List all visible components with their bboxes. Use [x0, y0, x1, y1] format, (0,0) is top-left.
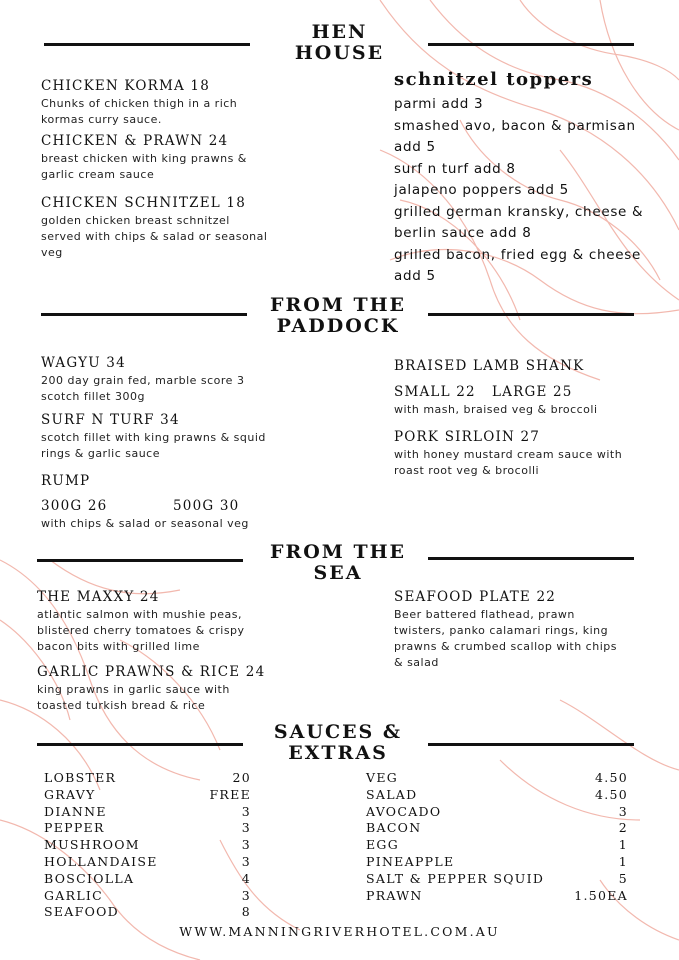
section-rule-right: [428, 743, 634, 746]
menu-item-pork-sirloin: [394, 429, 674, 479]
list-item: [44, 804, 251, 821]
topper-item: smashed avo, bacon & parmisan add 5: [394, 117, 636, 155]
lamb-size-small: SMALL 22: [394, 384, 476, 400]
item-name: SEAFOOD PLATE 22: [394, 589, 557, 605]
item-name: RUMP: [41, 473, 91, 489]
sauce-price: 4.50: [594, 770, 628, 785]
website-footer[interactable]: WWW.MANNINGRIVERHOTEL.COM.AU: [179, 924, 500, 939]
sauce-price: 3: [241, 803, 251, 819]
rump-desc: with chips & salad or seasonal veg: [41, 517, 249, 530]
sauce-label: GRAVY: [44, 786, 96, 802]
item-desc: atlantic salmon with mushie peas, blistered cherry tomatoes & crispy bacon bits with grilled lime: [37, 608, 245, 653]
list-item: [44, 770, 251, 787]
sauce-label: LOBSTER: [44, 770, 117, 785]
sauce-label: BOSCIOLLA: [44, 870, 135, 886]
item-name: WAGYU 34: [41, 355, 126, 371]
sauce-label: SALAD: [366, 786, 418, 802]
list-item: [366, 820, 628, 837]
item-name: CHICKEN KORMA 18: [41, 78, 211, 94]
list-item: [44, 820, 251, 837]
section-rule-left: [41, 313, 247, 316]
sauce-price: 2: [618, 820, 628, 836]
menu-item-surf-n-turf: [41, 412, 321, 462]
item-desc: breast chicken with king prawns & garlic cream sauce: [41, 152, 247, 181]
sauce-label: PEPPER: [44, 820, 105, 836]
rump-size-500g: 500G 30: [173, 498, 240, 514]
item-desc: with honey mustard cream sauce with roast root veg & brocolli: [394, 448, 623, 477]
sauce-label: SALT & PEPPER SQUID: [366, 870, 545, 886]
menu-item-seafood-plate: [394, 589, 674, 671]
menu-item-garlic-prawns: [37, 664, 317, 714]
menu-item-rump: [41, 473, 301, 490]
sauce-label: AVOCADO: [366, 803, 442, 819]
list-item: [44, 904, 251, 921]
item-name: PORK SIRLOIN 27: [394, 429, 541, 445]
sauce-label: HOLLANDAISE: [44, 853, 158, 869]
sauce-label: PINEAPPLE: [366, 853, 455, 869]
item-name: CHICKEN & PRAWN 24: [41, 133, 229, 149]
sauce-label: BACON: [366, 820, 422, 836]
sauces-left-list: [44, 770, 251, 921]
toppers-list: [394, 94, 674, 288]
item-name: GARLIC PRAWNS & RICE 24: [37, 664, 266, 680]
sauce-price: 4.50: [594, 786, 628, 802]
toppers-title: schnitzel toppers: [394, 69, 594, 90]
section-rule-left: [37, 559, 243, 562]
sauce-price: 3: [241, 853, 251, 869]
item-desc: Beer battered flathead, prawn twisters, panko calamari rings, king prawns & crumbed scallop with chips & salad: [394, 608, 617, 669]
menu-item-wagyu: [41, 355, 301, 405]
list-item: [366, 770, 628, 787]
sauce-price: 3: [618, 803, 628, 819]
sauce-price: 5: [618, 870, 628, 886]
section-rule-right: [428, 43, 634, 46]
lamb-desc: with mash, braised veg & broccoli: [394, 403, 598, 416]
item-name: SURF N TURF 34: [41, 412, 180, 428]
item-name: CHICKEN SCHNITZEL 18: [41, 195, 246, 211]
section-rule-right: [428, 557, 634, 560]
section-title-paddock: FROM THE PADDOCK: [269, 294, 407, 337]
item-name: BRAISED LAMB SHANK: [394, 358, 585, 374]
item-desc: golden chicken breast schnitzel served with chips & salad or seasonal veg: [41, 214, 268, 259]
sauce-price: 3: [241, 887, 251, 903]
topper-item: jalapeno poppers add 5: [394, 182, 569, 198]
item-desc: 200 day grain fed, marble score 3 scotch fillet 300g: [41, 374, 245, 403]
sauce-price: 20: [232, 770, 251, 785]
list-item: [366, 837, 628, 854]
section-rule-right: [428, 313, 634, 316]
sauce-label: MUSHROOM: [44, 837, 140, 853]
list-item: [366, 854, 628, 871]
item-desc: scotch fillet with king prawns & squid rings & garlic sauce: [41, 431, 266, 460]
sauce-label: DIANNE: [44, 803, 107, 819]
list-item: [44, 787, 251, 804]
item-name: THE MAXXY 24: [37, 589, 160, 605]
section-rule-left: [44, 43, 250, 46]
menu-item-lamb-shank: [394, 358, 674, 375]
section-title-sea: FROM THE SEA: [269, 541, 407, 584]
item-desc: Chunks of chicken thigh in a rich kormas curry sauce.: [41, 97, 238, 126]
section-title-hen-house: HEN HOUSE: [294, 21, 385, 64]
list-item: [366, 804, 628, 821]
list-item: [44, 854, 251, 871]
list-item: [44, 837, 251, 854]
sauce-price: 1.50EA: [574, 887, 628, 903]
section-rule-left: [37, 743, 243, 746]
topper-item: surf n turf add 8: [394, 160, 516, 177]
sauce-label: SEAFOOD: [44, 904, 120, 920]
topper-item: grilled bacon, fried egg & cheese add 5: [394, 246, 642, 284]
sauces-right-list: [366, 770, 628, 904]
sauce-price: 1: [618, 837, 628, 853]
list-item: [366, 888, 628, 905]
sauce-label: EGG: [366, 837, 399, 853]
sauce-label: VEG: [366, 770, 399, 785]
sauce-label: GARLIC: [44, 887, 104, 903]
topper-item: parmi add 3: [394, 96, 484, 112]
sauce-price: 8: [241, 904, 251, 920]
menu-item-chicken-prawn: [41, 133, 301, 183]
rump-size-300g: 300G 26: [41, 498, 108, 514]
sauce-price: 1: [618, 853, 628, 869]
lamb-size-large: LARGE 25: [492, 384, 573, 400]
item-desc: king prawns in garlic sauce with toasted turkish bread & rice: [37, 683, 230, 712]
sauce-price: 4: [241, 870, 251, 886]
sauce-price: FREE: [209, 786, 251, 802]
sauce-price: 3: [241, 820, 251, 836]
list-item: [44, 888, 251, 905]
sauce-price: 3: [241, 837, 251, 853]
section-title-sauces: SAUCES & EXTRAS: [273, 721, 403, 764]
list-item: [366, 871, 628, 888]
menu-item-chicken-korma: [41, 78, 301, 128]
menu-item-the-maxxy: [37, 589, 297, 655]
menu-item-chicken-schnitzel: [41, 195, 341, 261]
list-item: [44, 871, 251, 888]
topper-item: grilled german kransky, cheese & berlin sauce add 8: [394, 203, 644, 241]
sauce-label: PRAWN: [366, 887, 423, 903]
list-item: [366, 787, 628, 804]
